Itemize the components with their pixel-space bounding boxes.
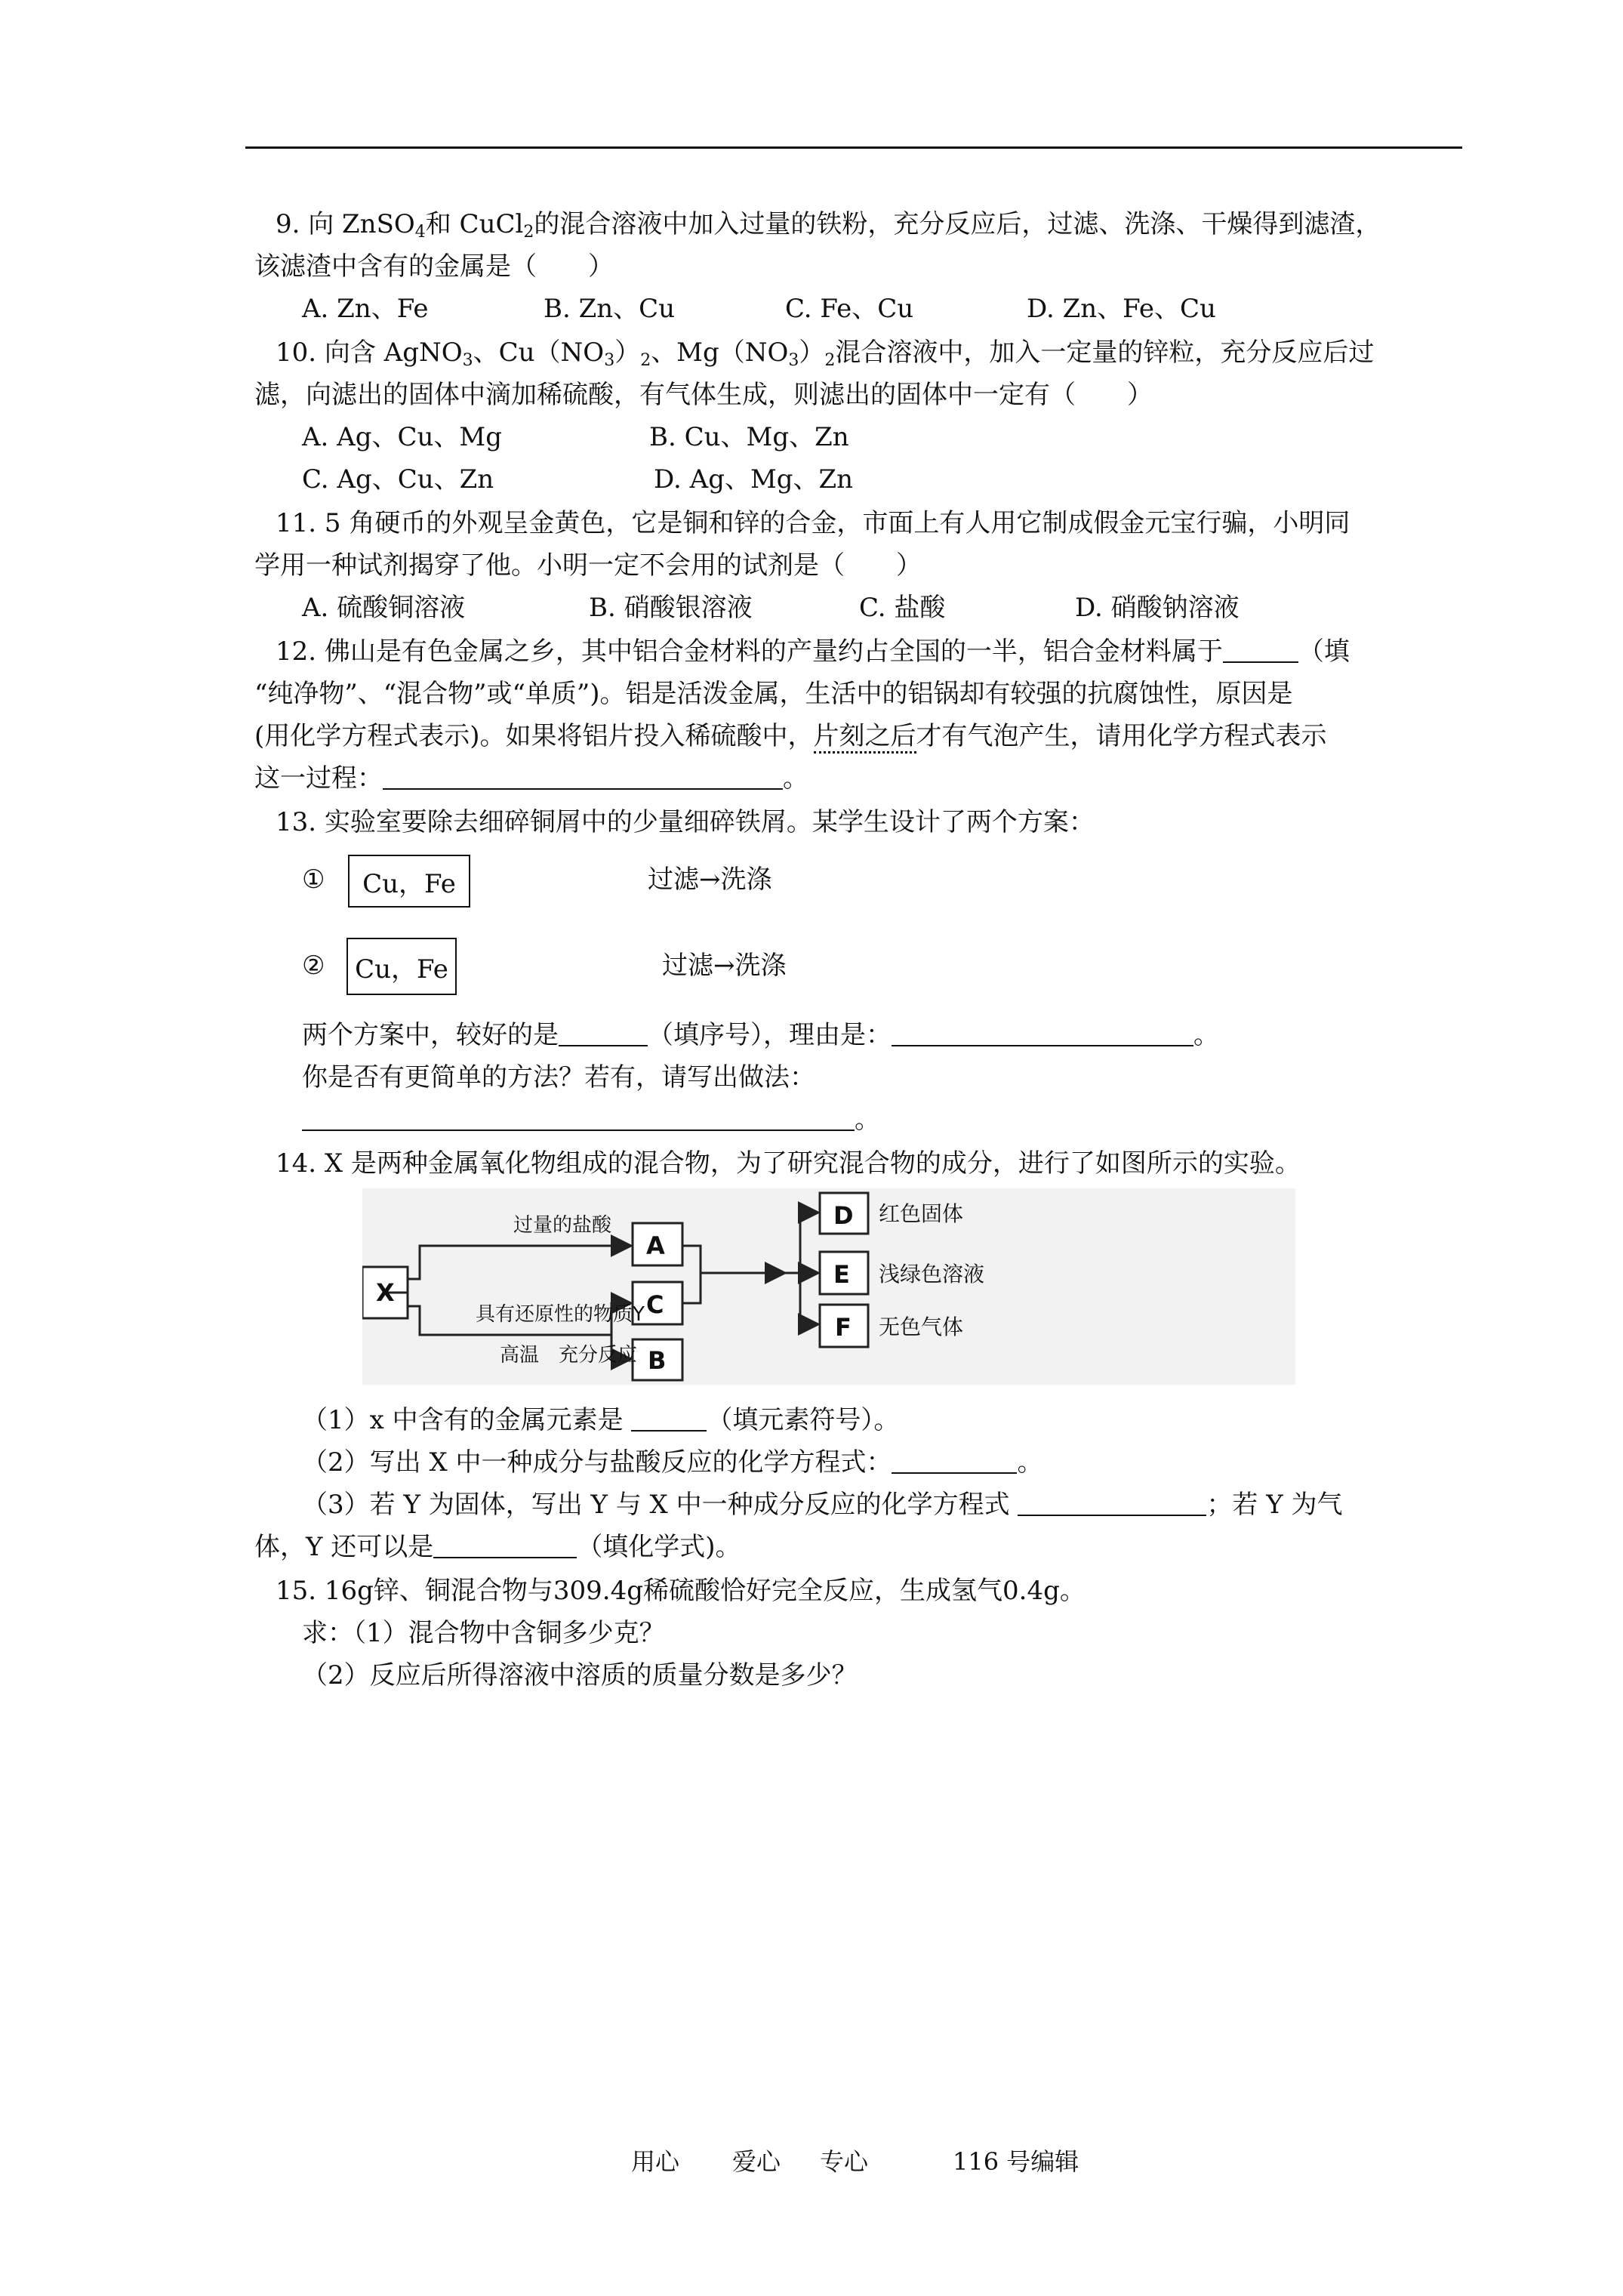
- q11-line1: 11. 5 角硬币的外观呈金黄色，它是铜和锌的合金，市面上有人用它制成假金元宝行骗，小明同: [276, 508, 1350, 538]
- q10-line1: 10. 向含 AgNO$_3$、$Cu(NO_3)_2$、$Mg(NO_3)_2$混合溶液中，加入一定量的锌粒，充分反应后过: [276, 337, 1375, 370]
- q13-line1: 13. 实验室要除去细碎铜屑中的少量细碎铁屑。某学生设计了两个方案：: [276, 807, 1095, 837]
- q14-answer-blank-4[interactable]: [433, 1534, 577, 1558]
- q12-line4: 这一过程： 。: [254, 763, 808, 794]
- q14-sub3-line2: 体，Y 还可以是 （填化学式)。: [254, 1532, 741, 1562]
- q15-line3: （2）反应后所得溶液中溶质的质量分数是多少？: [302, 1660, 858, 1690]
- q13-plan1-box: Cu，Fe: [348, 855, 470, 908]
- q9-option-c: C. Fe、Cu: [785, 294, 914, 324]
- q10-option-c: C. Ag、Cu、Zn: [302, 464, 494, 495]
- q13-plan2-number: ②: [302, 951, 325, 981]
- diagram-label-a: A: [646, 1231, 665, 1260]
- q13-plan2-step: 过滤→洗涤: [662, 951, 787, 981]
- q11-option-c: C. 盐酸: [859, 593, 946, 623]
- q12-answer-blank-2[interactable]: [383, 766, 783, 790]
- q10-option-b: B. Cu、Mg、Zn: [649, 422, 849, 452]
- diagram-top-label: 过量的盐酸: [513, 1214, 612, 1237]
- q14-sub2: （2）写出 X 中一种成分与盐酸反应的化学方程式： 。: [302, 1447, 1043, 1478]
- q13-line5: 你是否有更简单的方法？若有，请写出做法：: [302, 1062, 815, 1093]
- q13-plan1-number: ①: [302, 864, 325, 895]
- q9-line2: 该滤渣中含有的金属是（ ）: [254, 251, 614, 282]
- q12-line2: “纯净物”、“混合物”或“单质”)。铝是活泼金属，生活中的铝锅却有较强的抗腐蚀性，原因是: [254, 679, 1293, 709]
- q13-line6: 。: [302, 1107, 880, 1133]
- diagram-label-c: C: [646, 1290, 664, 1319]
- q12-line1: 12. 佛山是有色金属之乡，其中铝合金材料的产量约占全国的一半，铝合金材料属于 （填: [276, 636, 1350, 667]
- q14-sub3: （3）若 Y 为固体，写出 Y 与 X 中一种成分反应的化学方程式 ；若 Y 为气: [302, 1490, 1343, 1520]
- diagram-bottom-label: 高温 充分反应: [500, 1344, 638, 1367]
- q15-line1: 15. 16g锌、铜混合物与309.4g稀硫酸恰好完全反应，生成氢气0.4g。: [276, 1576, 1086, 1606]
- q9-line1: 9. 向 ZnSO$_4$和 CuCl$_2$的混合溶液中加入过量的铁粉，充分反应后，过滤、洗涤、干燥得到滤渣，: [276, 209, 1381, 242]
- q10-option-d: D. Ag、Mg、Zn: [654, 464, 854, 495]
- footer-text-4: 116 号编辑: [953, 2147, 1079, 2176]
- diagram-f-label: 无色气体: [879, 1314, 964, 1339]
- q13-plan1-step: 过滤→洗涤: [648, 864, 772, 895]
- q13-line4: 两个方案中，较好的是 （填序号），理由是： 。: [302, 1020, 1219, 1050]
- q13-answer-blank-3[interactable]: [302, 1107, 855, 1131]
- q11-option-a: A. 硫酸铜溶液: [302, 593, 466, 623]
- q9-option-a: A. Zn、Fe: [302, 294, 429, 324]
- diagram-label-d: D: [833, 1201, 854, 1230]
- q9-option-b: B. Zn、Cu: [544, 294, 676, 324]
- footer-text-2: 爱心: [732, 2147, 781, 2176]
- q10-option-a: A. Ag、Cu、Mg: [302, 422, 502, 452]
- diagram-d-label: 红色固体: [879, 1201, 964, 1226]
- q14-flow-diagram: [362, 1188, 1295, 1385]
- footer-text-3: 专心: [820, 2147, 869, 2176]
- q14-line1: 14. X 是两种金属氧化物组成的混合物，为了研究混合物的成分，进行了如图所示的实验。: [276, 1148, 1301, 1179]
- q9-option-d: D. Zn、Fe、Cu: [1027, 294, 1216, 324]
- q11-option-d: D. 硝酸钠溶液: [1075, 593, 1240, 623]
- q14-answer-blank-2[interactable]: [892, 1450, 1017, 1474]
- diagram-e-label: 浅绿色溶液: [879, 1262, 985, 1287]
- diagram-label-e: E: [833, 1260, 850, 1289]
- diagram-label-b: B: [648, 1346, 667, 1375]
- q14-answer-blank-1[interactable]: [631, 1407, 707, 1432]
- diagram-mid-label: 具有还原性的物质Y: [476, 1303, 645, 1326]
- q13-answer-blank-2[interactable]: [892, 1022, 1193, 1046]
- q14-answer-blank-3[interactable]: [1018, 1492, 1206, 1516]
- q11-option-b: B. 硝酸银溶液: [589, 593, 753, 623]
- header-rule: [245, 146, 1462, 149]
- q10-line2: 滤，向滤出的固体中滴加稀硫酸，有气体生成，则滤出的固体中一定有（ ）: [254, 380, 1153, 410]
- q11-line2: 学用一种试剂揭穿了他。小明一定不会用的试剂是（ ）: [254, 550, 922, 581]
- q15-line2: 求：（1）混合物中含铜多少克？: [302, 1618, 665, 1648]
- footer-text-1: 用心: [631, 2147, 680, 2176]
- q13-answer-blank-1[interactable]: [559, 1022, 648, 1046]
- diagram-label-x: X: [376, 1278, 395, 1307]
- diagram-label-f: F: [835, 1313, 852, 1342]
- q13-plan2-box: Cu，Fe: [346, 938, 457, 995]
- q14-sub1: （1）x 中含有的金属元素是 （填元素符号）。: [302, 1405, 900, 1435]
- q12-line3: (用化学方程式表示)。如果将铝片投入稀硫酸中，片刻之后才有气泡产生，请用化学方程式表示: [254, 723, 1327, 749]
- q12-answer-blank-1[interactable]: [1223, 639, 1298, 663]
